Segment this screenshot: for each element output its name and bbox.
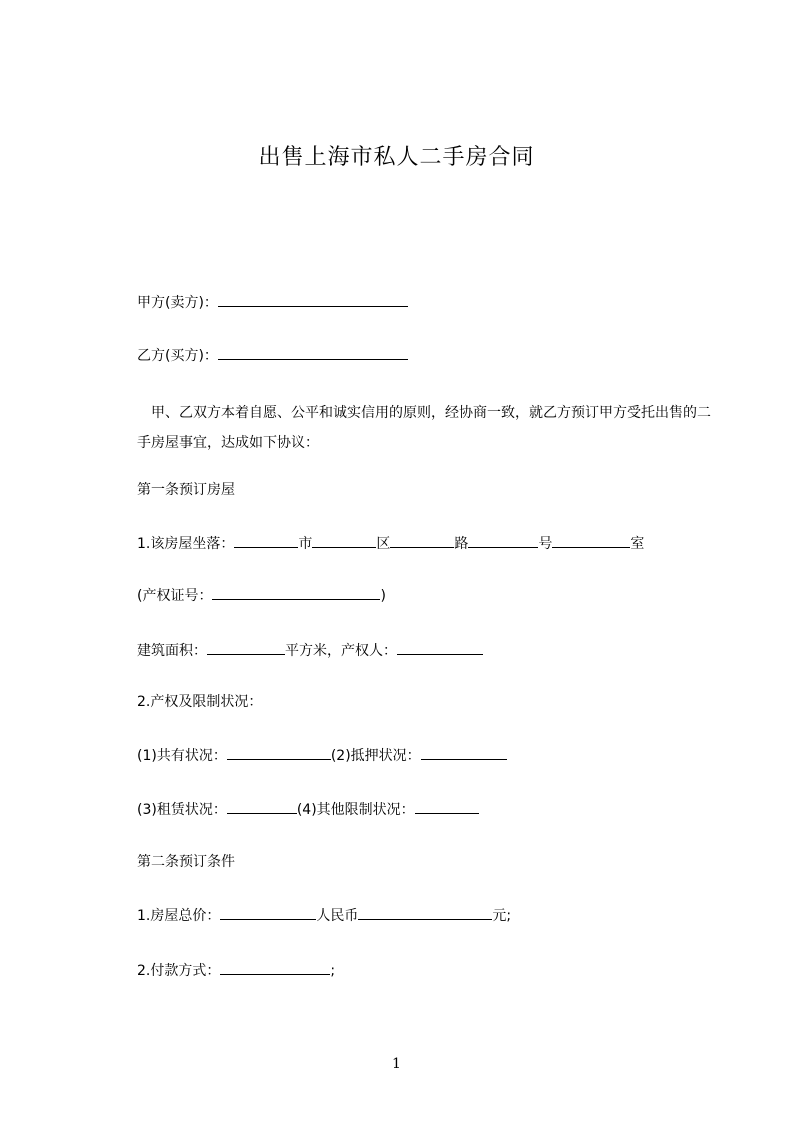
other-restrictions-blank[interactable] bbox=[415, 799, 479, 814]
mortgage-blank[interactable] bbox=[421, 745, 507, 760]
document-title: 出售上海市私人二手房合同 bbox=[258, 145, 535, 170]
payment-line bbox=[137, 960, 335, 981]
price-label: 1.房屋总价： bbox=[137, 908, 221, 924]
co-ownership-label: (1)共有状况： bbox=[137, 748, 227, 764]
party-a-label: 甲方(卖方)： bbox=[137, 295, 218, 311]
co-ownership-blank[interactable] bbox=[227, 745, 331, 760]
article2-heading: 第二条预订条件 bbox=[137, 854, 235, 870]
area-label: 建筑面积： bbox=[137, 643, 207, 659]
district-label: 区 bbox=[376, 536, 391, 552]
number-blank[interactable] bbox=[468, 533, 538, 548]
item2-heading: 2.产权及限制状况： bbox=[137, 694, 263, 710]
payment-blank[interactable] bbox=[220, 960, 330, 975]
party-b-line bbox=[137, 345, 408, 366]
cert-suffix: ) bbox=[380, 588, 386, 604]
road-label: 路 bbox=[454, 536, 469, 552]
party-b-label: 乙方(买方)： bbox=[137, 348, 218, 364]
article1-heading: 第一条预订房屋 bbox=[137, 482, 235, 498]
page-number: 1 bbox=[392, 1056, 401, 1072]
price-blank[interactable] bbox=[220, 905, 316, 920]
area-unit: 平方米，产权人： bbox=[285, 643, 397, 659]
price-line bbox=[137, 905, 511, 926]
room-label: 室 bbox=[630, 536, 645, 552]
cert-label: (产权证号： bbox=[137, 588, 213, 604]
mortgage-label: (2)抵押状况： bbox=[330, 748, 421, 764]
cert-line bbox=[137, 585, 386, 606]
payment-label: 2.付款方式： bbox=[137, 963, 221, 979]
lease-label: (3)租赁状况： bbox=[137, 802, 227, 818]
room-blank[interactable] bbox=[552, 533, 630, 548]
lease-blank[interactable] bbox=[227, 799, 297, 814]
rmb-label: 人民币 bbox=[316, 908, 359, 924]
cert-blank[interactable] bbox=[212, 585, 380, 600]
other-restrictions-label: (4)其他限制状况： bbox=[296, 802, 415, 818]
intro-paragraph: 甲、乙双方本着自愿、公平和诚实信用的原则，经协商一致，就乙方预订甲方受托出售的二手房屋事宜，达成如下协议： bbox=[137, 405, 711, 451]
party-a-blank[interactable] bbox=[218, 292, 408, 307]
party-b-blank[interactable] bbox=[218, 345, 408, 360]
city-blank[interactable] bbox=[234, 533, 298, 548]
city-label: 市 bbox=[298, 536, 313, 552]
rmb-blank[interactable] bbox=[358, 905, 492, 920]
price-suffix: 元; bbox=[492, 908, 512, 924]
road-blank[interactable] bbox=[390, 533, 454, 548]
payment-suffix: ; bbox=[330, 963, 336, 979]
area-line bbox=[137, 640, 483, 661]
location-label: 1.该房屋坐落： bbox=[137, 536, 235, 552]
area-blank[interactable] bbox=[207, 640, 285, 655]
number-label: 号 bbox=[538, 536, 553, 552]
location-line bbox=[137, 533, 644, 554]
party-a-line bbox=[137, 292, 408, 313]
district-blank[interactable] bbox=[312, 533, 376, 548]
status-line-2 bbox=[137, 799, 479, 820]
owner-blank[interactable] bbox=[397, 640, 483, 655]
status-line-1 bbox=[137, 745, 507, 766]
